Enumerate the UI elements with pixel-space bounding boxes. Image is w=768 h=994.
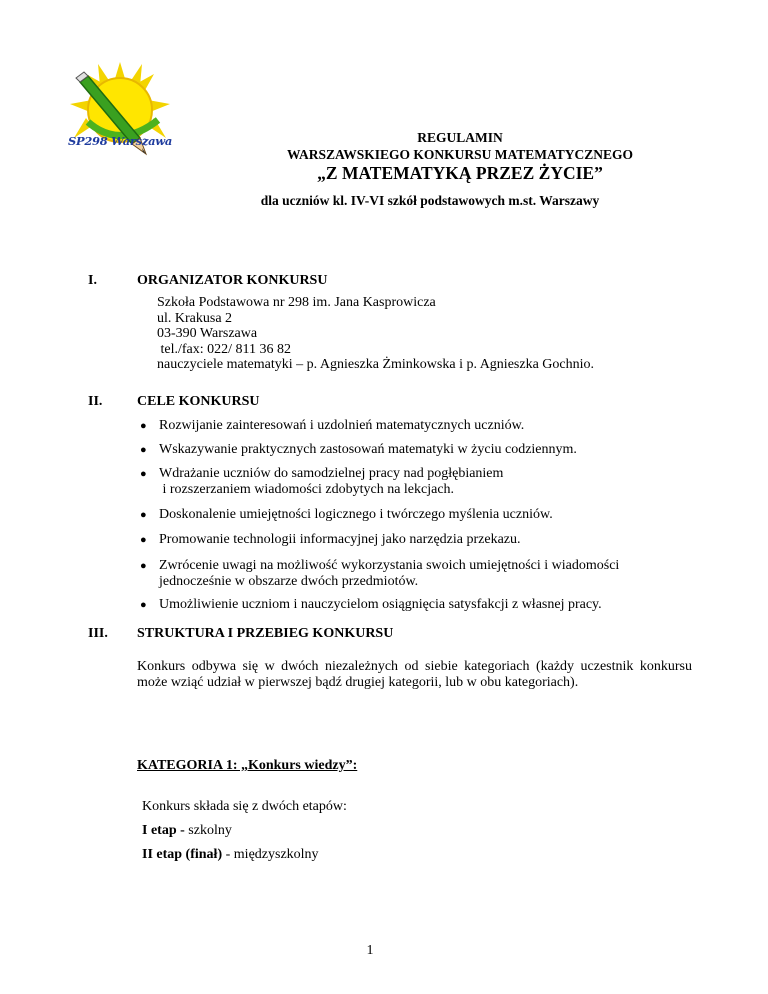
category-1-title: KATEGORIA 1: „Konkurs wiedzy”: bbox=[137, 758, 358, 773]
doc-title-regulamin: REGULAMIN bbox=[417, 130, 503, 145]
goal-item: Wskazywanie praktycznych zastosowań matematyki w życiu codziennym. bbox=[159, 442, 577, 457]
goal-item: Umożliwienie uczniom i nauczycielom osiągnięcia satysfakcji z własnej pracy. bbox=[159, 597, 602, 612]
section-1-title: ORGANIZATOR KONKURSU bbox=[137, 273, 328, 288]
stages-intro: Konkurs składa się z dwóch etapów: bbox=[142, 799, 347, 814]
stage-1 bbox=[142, 823, 232, 839]
goal-item-continuation: i rozszerzaniem wiadomości zdobytych na lekcjach. bbox=[159, 482, 455, 497]
bullet-icon: ● bbox=[140, 468, 147, 480]
goal-item: Rozwijanie zainteresowań i uzdolnień matematycznych uczniów. bbox=[159, 418, 525, 433]
bullet-icon: ● bbox=[140, 560, 147, 572]
section-3-number: III. bbox=[88, 626, 108, 641]
bullet-icon: ● bbox=[140, 420, 147, 432]
stage-2 bbox=[142, 847, 319, 863]
bullet-icon: ● bbox=[140, 509, 147, 521]
logo-caption: SP298 Warszawa bbox=[68, 134, 172, 148]
goal-item: Promowanie technologii informacyjnej jako narzędzia przekazu. bbox=[159, 532, 521, 547]
doc-title-name: „Z MATEMATYKĄ PRZEZ ŻYCIE” bbox=[317, 163, 603, 183]
goal-item: Zwrócenie uwagi na możliwość wykorzystania swoich umiejętności i wiadomości bbox=[159, 558, 620, 573]
doc-subtitle: dla uczniów kl. IV-VI szkół podstawowych m.st. Warszawy bbox=[260, 193, 600, 208]
goal-item-continuation: jednocześnie w obszarze dwóch przedmiotów. bbox=[159, 574, 419, 589]
address-line: nauczyciele matematyki – p. Agnieszka Żminkowska i p. Agnieszka Gochnio. bbox=[157, 357, 594, 372]
page-number: 1 bbox=[366, 943, 374, 958]
address-line: 03-390 Warszawa bbox=[157, 326, 258, 341]
organizer-address bbox=[157, 295, 594, 373]
bullet-icon: ● bbox=[140, 534, 147, 546]
address-line: tel./fax: 022/ 811 36 82 bbox=[157, 341, 292, 357]
school-logo bbox=[58, 60, 182, 168]
bullet-icon: ● bbox=[140, 444, 147, 456]
section-2-number: II. bbox=[88, 394, 103, 409]
structure-paragraph: Konkurs odbywa się w dwóch niezależnych od siebie kategoriach (każdy uczestnik konkursu może wziąć udział w pierwszej bądź drugiej kategorii, lub w obu kategoriach). bbox=[137, 659, 692, 690]
stage-2-label: II etap (finał) bbox=[142, 847, 223, 862]
address-line: Szkoła Podstawowa nr 298 im. Jana Kasprowicza bbox=[157, 295, 436, 310]
goal-item: Doskonalenie umiejętności logicznego i twórczego myślenia uczniów. bbox=[159, 507, 553, 522]
section-3-title: STRUKTURA I PRZEBIEG KONKURSU bbox=[137, 626, 394, 641]
stage-1-label: I etap - bbox=[142, 823, 185, 838]
section-2-title: CELE KONKURSU bbox=[137, 394, 260, 409]
doc-title-contest: WARSZAWSKIEGO KONKURSU MATEMATYCZNEGO bbox=[286, 147, 634, 162]
goal-item: Wdrażanie uczniów do samodzielnej pracy nad pogłębianiem bbox=[159, 466, 504, 481]
stage-2-text: - międzyszkolny bbox=[222, 847, 319, 862]
stage-1-text: szkolny bbox=[184, 823, 232, 838]
address-line: ul. Krakusa 2 bbox=[157, 310, 233, 326]
section-1-number: I. bbox=[88, 273, 97, 288]
bullet-icon: ● bbox=[140, 599, 147, 611]
